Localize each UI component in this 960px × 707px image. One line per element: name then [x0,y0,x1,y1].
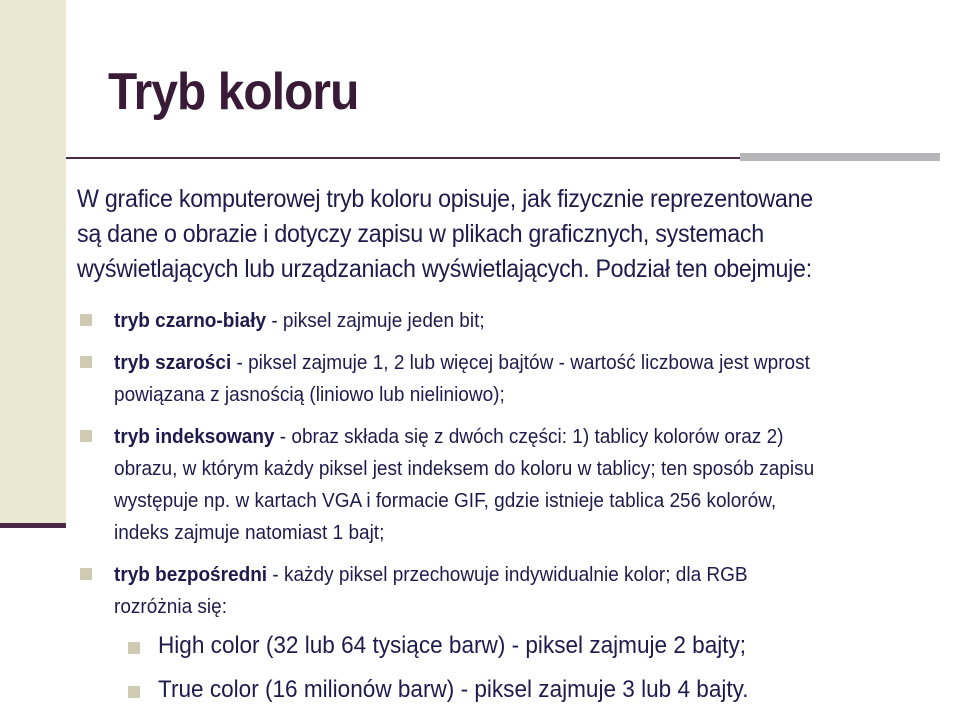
bullet-item-indexed [80,421,940,549]
square-bullet-icon [128,642,140,654]
title-divider-accent [740,153,940,161]
square-bullet-icon [80,314,92,326]
title-divider [66,157,740,159]
bullet-text: obrazu, w którym każdy piksel jest indeksem do koloru w tablicy; ten sposób zapisu [114,458,815,480]
intro-paragraph [77,182,960,287]
bullet-text: rozróżnia się: [114,596,227,618]
bullet-text: - piksel zajmuje jeden bit; [266,310,485,332]
bullet-list [80,305,940,633]
intro-line: wyświetlających lub urządzaniach wyświetlających. Podział ten obejmuje: [77,255,812,283]
bullet-term: tryb indeksowany [114,426,275,448]
bullet-text: - piksel zajmuje 1, 2 lub więcej bajtów - wartość liczbowa jest wprost [231,352,810,374]
bullet-term: tryb bezpośredni [114,564,268,586]
bullet-item-grayscale [80,347,940,411]
bullet-text: powiązana z jasnością (liniowo lub nieliniowo); [114,384,505,406]
bullet-term: tryb szarości [114,352,232,374]
bullet-term: tryb czarno-biały [114,310,267,332]
bullet-text: - każdy piksel przechowuje indywidualnie kolor; dla RGB [267,564,748,586]
bullet-text: - obraz składa się z dwóch części: 1) tablicy kolorów oraz 2) [274,426,784,448]
intro-line: są dane o obrazie i dotyczy zapisu w plikach graficznych, systemach [77,220,764,248]
bullet-item-direct [80,559,940,623]
bullet-text: indeks zajmuje natomiast 1 bajt; [114,522,385,544]
bullet-item-bw [80,305,940,337]
square-bullet-icon [128,686,140,698]
bullet-text: występuje np. w kartach VGA i formacie GIF, gdzie istnieje tablica 256 kolorów, [114,490,777,512]
slide-title: Tryb koloru [108,63,359,121]
square-bullet-icon [80,568,92,580]
left-decorative-sidebar [0,0,66,527]
intro-line: W grafice komputerowej tryb koloru opisuje, jak fizycznie reprezentowane [77,185,813,213]
sub-bullet-high-color [128,631,960,661]
sub-bullet-true-color [128,675,960,705]
square-bullet-icon [80,356,92,368]
sub-bullet-text: High color (32 lub 64 tysiące barw) - piksel zajmuje 2 bajty; [158,632,747,659]
sidebar-divider [0,523,66,528]
square-bullet-icon [80,430,92,442]
sub-bullet-text: True color (16 milionów barw) - piksel zajmuje 3 lub 4 bajty. [158,676,749,703]
